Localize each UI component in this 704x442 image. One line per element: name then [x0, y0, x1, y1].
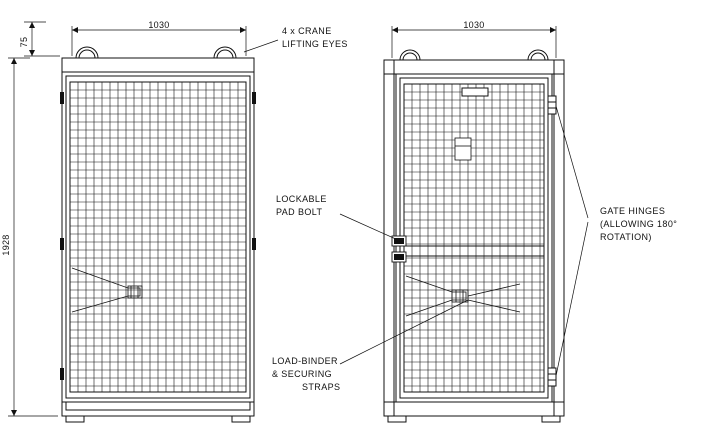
right-view — [384, 50, 564, 422]
annotation-line: ROTATION) — [600, 232, 652, 242]
annotation-line: 4 x CRANE — [282, 26, 332, 36]
dim-overall-height: 1928 — [1, 234, 11, 256]
annotation-line: LOAD-BINDER — [272, 356, 338, 366]
mesh-grid — [70, 82, 246, 392]
left-view — [60, 47, 256, 422]
annotation-gate-hinges — [600, 206, 677, 242]
annotation-line: PAD BOLT — [276, 207, 323, 217]
dim-width-left: 1030 — [148, 20, 170, 30]
annotation-load-binder-straps — [272, 356, 340, 392]
crane-lifting-eye-icon — [400, 50, 420, 60]
dim-width-right: 1030 — [463, 20, 485, 30]
annotation-line: STRAPS — [302, 382, 341, 392]
mesh-grid — [404, 84, 544, 392]
annotation-line: LIFTING EYES — [282, 39, 348, 49]
crane-lifting-eye-icon — [76, 47, 98, 58]
annotation-line: GATE HINGES — [600, 206, 666, 216]
crane-lifting-eye-icon — [528, 50, 548, 60]
crane-lifting-eye-icon — [214, 47, 236, 58]
annotation-line: & SECURING — [272, 369, 333, 379]
annotation-lockable-pad-bolt — [276, 194, 327, 217]
annotation-line: (ALLOWING 180° — [600, 219, 678, 229]
annotation-line: LOCKABLE — [276, 194, 327, 204]
dim-foot-height: 75 — [19, 36, 29, 48]
annotation-crane-lifting-eyes — [282, 26, 348, 49]
